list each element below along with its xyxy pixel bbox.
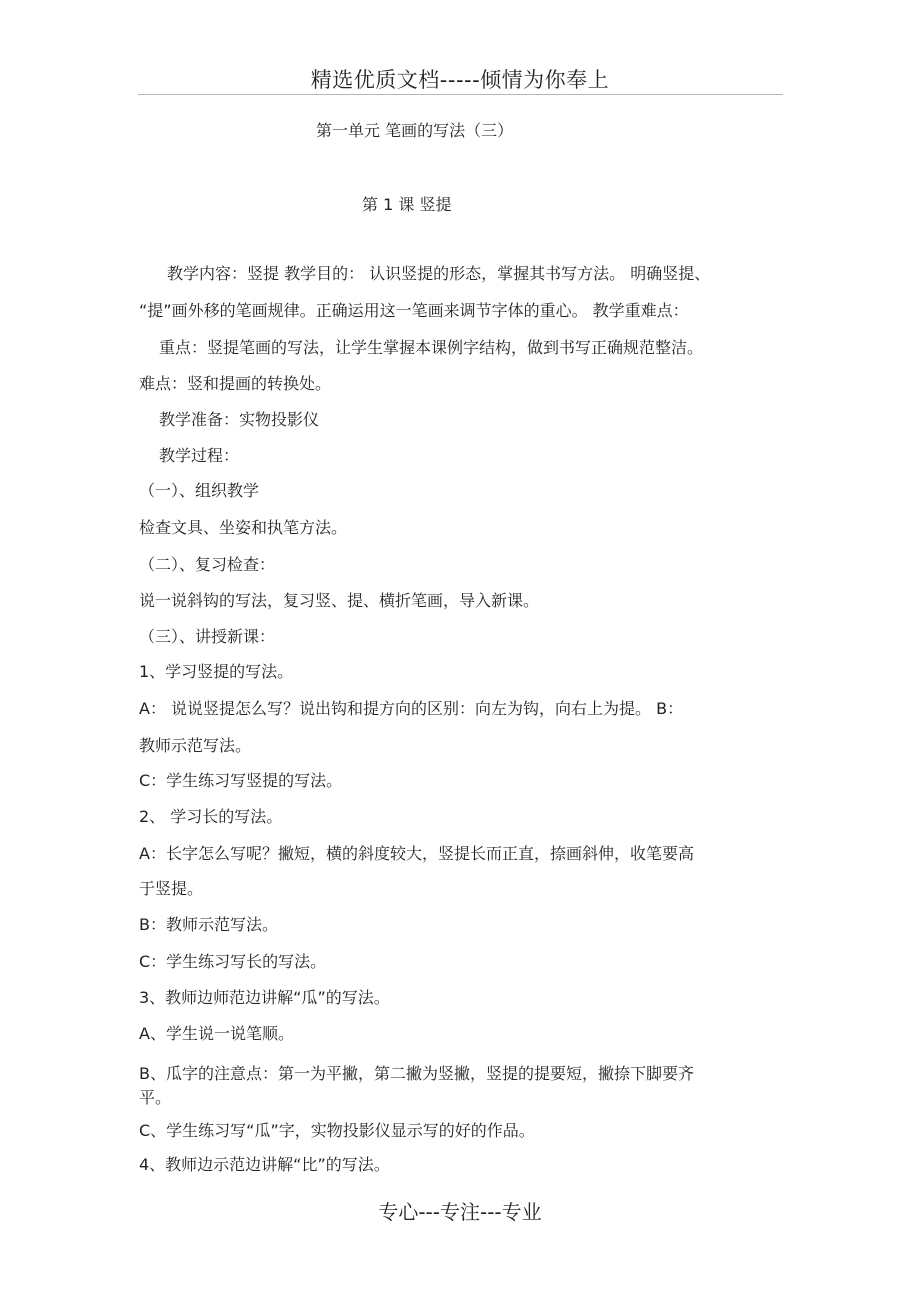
body-line: 教学过程：: [159, 446, 240, 465]
body-line: C：学生练习写长的写法。: [139, 952, 327, 971]
page-header: 精选优质文档-----倾情为你奉上: [310, 68, 610, 92]
body-line: 教学内容：竖提 教学目的： 认识竖提的形态，掌握其书写方法。 明确竖提、: [167, 264, 711, 283]
body-line: 3、教师边师范边讲解“瓜”的写法。: [139, 988, 390, 1007]
body-line: “提”画外移的笔画规律。正确运用这一笔画来调节字体的重心。 教学重难点：: [139, 301, 689, 320]
body-line: 难点：竖和提画的转换处。: [139, 374, 332, 393]
body-line: C：学生练习写竖提的写法。: [139, 771, 343, 790]
body-line: （一）、组织教学: [139, 481, 260, 500]
lesson-title: 第 1 课 竖提: [362, 195, 452, 214]
body-line: B：教师示范写法。: [139, 915, 278, 934]
header-divider: [138, 94, 783, 95]
page-footer: 专心---专注---专业: [378, 1200, 542, 1224]
body-line: 2、 学习长的写法。: [139, 807, 283, 826]
body-line: 说一说斜钩的写法，复习竖、提、横折笔画，导入新课。: [139, 591, 540, 610]
body-line: A： 说说竖提怎么写？说出钩和提方向的区别：向左为钩，向右上为提。 B：: [139, 699, 684, 718]
body-line: A、学生说一说笔顺。: [139, 1024, 294, 1043]
body-line: 平。: [139, 1088, 172, 1107]
body-line: B、瓜字的注意点：第一为平撇，第二撇为竖撇，竖提的提要短，撇捺下脚要齐: [139, 1064, 694, 1083]
body-line: 教学准备：实物投影仪: [159, 410, 320, 429]
body-line: （二）、复习检查：: [139, 555, 276, 574]
body-line: 于竖提。: [139, 879, 204, 898]
body-line: 教师示范写法。: [139, 736, 252, 755]
body-line: （三）、讲授新课：: [139, 627, 276, 646]
body-line: 1、学习竖提的写法。: [139, 662, 294, 681]
body-line: A：长字怎么写呢？撇短，横的斜度较大，竖提长而正直，捺画斜伸，收笔要高: [139, 844, 694, 863]
body-line: 4、教师边示范边讲解“比”的写法。: [139, 1155, 390, 1174]
body-line: 重点：竖提笔画的写法，让学生掌握本课例字结构，做到书写正确规范整洁。: [159, 338, 704, 357]
unit-title: 第一单元 笔画的写法（三）: [316, 121, 514, 140]
body-line: C、学生练习写“瓜”字，实物投影仪显示写的好的作品。: [139, 1121, 535, 1140]
body-line: 检查文具、坐姿和执笔方法。: [139, 518, 348, 537]
